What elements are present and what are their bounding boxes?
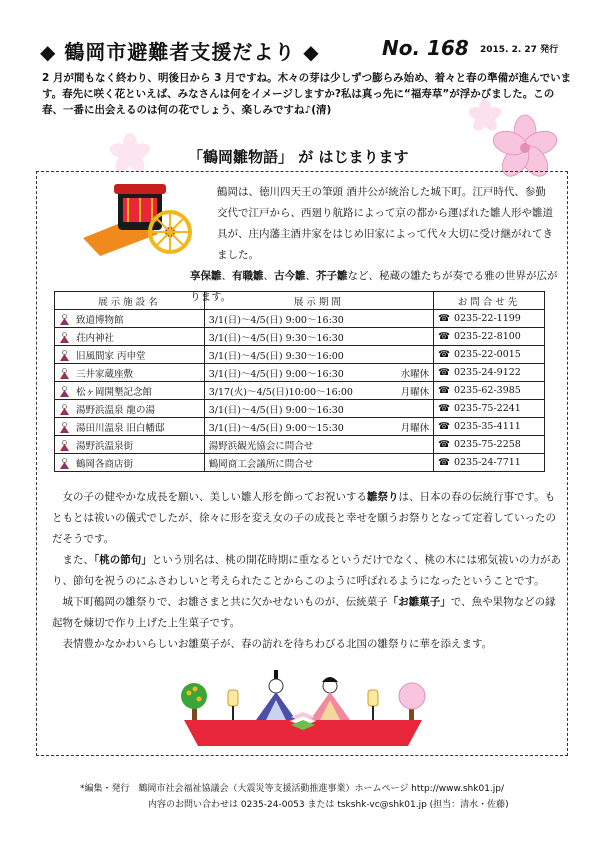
venue-contact-cell <box>434 454 545 472</box>
hina-doll-icon <box>59 350 70 361</box>
venue-name-cell <box>55 328 205 346</box>
doll-type-kokin: 古今雛 <box>274 270 306 282</box>
bonbori-lamp-icon <box>228 690 238 720</box>
table-row <box>55 364 545 382</box>
venue-phone: 0235-22-8100 <box>453 331 521 342</box>
venue-period-cell <box>204 310 433 328</box>
venue-phone: 0235-24-7711 <box>453 457 521 468</box>
telephone-icon: ☎ <box>438 439 450 450</box>
venue-period-cell <box>204 382 433 400</box>
venue-period: 3/1(日)～4/5(日) 9:30～16:30 <box>208 332 344 344</box>
text-span: という別名は、桃の開花時期に重なるというだけでなく、桃の木には邪気祓いの力があり、節句を祝うのにふさわしいと考えられたことからこのように呼ばれるようになったということです。 <box>52 554 562 587</box>
venue-table-header <box>55 292 545 310</box>
lead-tail: など、秘蔵の雛たちが奏でる雅の世界が広がります。 <box>190 270 558 303</box>
text-span: は、日本の春の伝統行事です。もともとは祓いの儀式でしたが、徐々に形を変え女の子の成長と幸せを願うお祭りとなって定着していったのだそうです。 <box>52 491 556 545</box>
article-lead: 鶴岡は、徳川四天王の筆頭 酒井公が統治した城下町。江戸時代、参勤交代で江戸から、西廻り航路によって京の都から運ばれた雛人形や雛道具が、庄内藩主酒井家をはじめ旧家によって代々大切に受け継がれてきました。 <box>217 186 553 261</box>
venue-name: 松ヶ岡開墾記念館 <box>76 386 153 398</box>
venue-name-cell <box>55 400 205 418</box>
venue-name-cell <box>55 364 205 382</box>
venue-period-cell <box>204 400 433 418</box>
hina-doll-icon <box>59 332 70 343</box>
venue-name: 荘内神社 <box>76 332 115 344</box>
venue-closed-day: 月曜休 <box>400 422 430 434</box>
telephone-icon: ☎ <box>438 421 450 432</box>
paragraph-hinamatsuri <box>52 487 562 550</box>
venue-name: 旧風間家 丙申堂 <box>76 350 146 362</box>
bonbori-lamp-icon <box>368 690 378 720</box>
hina-doll-icon <box>59 386 70 397</box>
hina-cart-illustration <box>78 180 196 262</box>
table-row <box>55 346 545 364</box>
telephone-icon: ☎ <box>438 313 450 324</box>
table-row <box>55 454 545 472</box>
doll-type-keshi: 芥子雛 <box>316 270 348 282</box>
keyword-ohinagashi: 「お雛菓子」 <box>387 596 451 608</box>
venue-name-cell <box>55 346 205 364</box>
venue-period: 湯野浜観光協会に問合せ <box>208 440 314 452</box>
column-header-period: 展示期間 <box>204 292 433 310</box>
text-span: 女の子の健やかな成長を願い、美しい雛人形を飾ってお祝いする <box>62 491 367 503</box>
venue-contact-cell <box>434 400 545 418</box>
column-header-venue: 展示施設名 <box>55 292 205 310</box>
venue-closed-day: 月曜休 <box>400 386 430 398</box>
paragraph-closing: 表情豊かなかわいらしいお雛菓子が、春の訪れを待ちわびる北国の雛祭りに華を添えます。 <box>62 638 493 650</box>
venue-contact-cell <box>434 382 545 400</box>
venue-name: 湯野浜温泉街 <box>76 440 134 452</box>
lead-separator: 、 <box>263 270 274 282</box>
paragraph-momo-no-sekku <box>52 550 562 592</box>
text-span: 城下町鶴岡の雛祭りで、お雛さまと共に欠かせないものが、伝統菓子 <box>62 596 388 608</box>
venue-phone: 0235-22-0015 <box>453 349 521 360</box>
venue-name-cell <box>55 436 205 454</box>
venue-period: 3/1(日)～4/5(日) 9:00～16:30 <box>208 404 344 416</box>
venue-period: 3/17(火)～4/5(日)10:00～16:00 <box>208 386 353 398</box>
issue-date: 2015. 2. 27 発行 <box>480 45 559 55</box>
newsletter-title: ◆ 鶴岡市避難者支援だより ◆ <box>40 40 320 64</box>
table-row <box>55 328 545 346</box>
venue-name: 致道博物館 <box>76 314 124 326</box>
venue-name: 三井家蔵座敷 <box>76 368 134 380</box>
text-span: また、 <box>62 554 94 566</box>
telephone-icon: ☎ <box>438 331 450 342</box>
cherry-blossom-faint-illustration <box>95 130 165 175</box>
hina-doll-icon <box>59 314 70 325</box>
venue-table <box>54 291 545 472</box>
hina-dolls-illustration <box>172 668 434 750</box>
venue-name-cell <box>55 310 205 328</box>
odairi-sama-doll-icon <box>256 670 296 720</box>
issue-number: No. 168 <box>382 36 469 60</box>
venue-period: 3/1(日)～4/5(日) 9:00～15:30 <box>208 422 344 434</box>
venue-period: 3/1(日)～4/5(日) 9:00～16:30 <box>208 368 344 380</box>
venue-phone: 0235-75-2258 <box>453 439 521 450</box>
venue-contact-cell <box>434 310 545 328</box>
telephone-icon: ☎ <box>438 385 450 396</box>
venue-name-cell <box>55 454 205 472</box>
venue-contact-cell <box>434 346 545 364</box>
venue-name: 鶴岡各商店街 <box>76 458 134 470</box>
venue-name: 湯田川温泉 旧白幡邸 <box>76 422 165 434</box>
column-header-contact: お問合せ先 <box>434 292 545 310</box>
section-banner: 「鶴岡雛物語」 が はじまります <box>188 148 409 166</box>
hina-doll-icon <box>59 404 70 415</box>
hina-doll-icon <box>59 422 70 433</box>
venue-period-cell <box>204 418 433 436</box>
venue-period: 3/1(日)～4/5(日) 9:00～16:30 <box>208 314 344 326</box>
lead-separator: 、 <box>305 270 316 282</box>
venue-period: 鶴岡商工会議所に問合せ <box>208 458 314 470</box>
venue-period-cell <box>204 436 433 454</box>
venue-phone: 0235-24-9122 <box>453 367 521 378</box>
doll-type-yusoku: 有職雛 <box>232 270 264 282</box>
table-row <box>55 310 545 328</box>
venue-period-cell <box>204 454 433 472</box>
table-row <box>55 400 545 418</box>
venue-name-cell <box>55 382 205 400</box>
footer-publisher: *編集・発行 鶴岡市社会福祉協議会（大震災等支援活動推進事業）ホームページ http://www.shk01.jp/ <box>80 784 505 794</box>
venue-contact-cell <box>434 364 545 382</box>
hina-doll-icon <box>59 458 70 469</box>
hina-doll-icon <box>59 440 70 451</box>
article-body <box>52 487 562 655</box>
venue-phone: 0235-22-1199 <box>453 313 521 324</box>
intro-paragraph: 2 月が間もなく終わり、明後日から 3 月ですね。木々の芽は少しずつ膨らみ始め、着々と春の準備が進んでいます。春先に咲く花といえば、みなさんは何をイメージしますか?私は真っ先に“福寿草”が浮かびました。この春、一番に出会えるのは何の花でしょう、楽しみですね♪(清) <box>42 72 572 116</box>
lead-separator: 、 <box>221 270 232 282</box>
keyword-hinamatsuri: 雛祭り <box>367 491 399 503</box>
venue-period-cell <box>204 328 433 346</box>
telephone-icon: ☎ <box>438 457 450 468</box>
venue-period-cell <box>204 364 433 382</box>
table-row <box>55 418 545 436</box>
paragraph-ohinagashi <box>52 592 562 634</box>
telephone-icon: ☎ <box>438 349 450 360</box>
venue-contact-cell <box>434 328 545 346</box>
venue-contact-cell <box>434 418 545 436</box>
doll-type-kyoho: 享保雛 <box>190 270 222 282</box>
sakura-tree-icon <box>399 683 425 720</box>
text-span: で、魚や果物などの縁起物を煉切で作り上げた上生菓子です。 <box>52 596 556 629</box>
venue-phone: 0235-35-4111 <box>453 421 521 432</box>
venue-contact-cell <box>434 436 545 454</box>
venue-period-cell <box>204 346 433 364</box>
footer-contact: 内容のお問い合わせは 0235-24-0053 または tskshk-vc@shk01.jp (担当：清水・佐藤) <box>148 800 509 810</box>
venue-phone: 0235-62-3985 <box>453 385 521 396</box>
telephone-icon: ☎ <box>438 403 450 414</box>
table-row <box>55 382 545 400</box>
keyword-momo-no-sekku: 「桃の節句」 <box>94 554 152 566</box>
tachibana-tree-icon <box>181 683 207 720</box>
venue-phone: 0235-75-2241 <box>453 403 521 414</box>
telephone-icon: ☎ <box>438 367 450 378</box>
hina-doll-icon <box>59 368 70 379</box>
ohina-sama-doll-icon <box>310 677 350 720</box>
venue-closed-day: 水曜休 <box>400 368 430 380</box>
venue-name: 湯野浜温泉 龍の湯 <box>76 404 156 416</box>
venue-name-cell <box>55 418 205 436</box>
table-row <box>55 436 545 454</box>
venue-period: 3/1(日)～4/5(日) 9:30～16:00 <box>208 350 344 362</box>
